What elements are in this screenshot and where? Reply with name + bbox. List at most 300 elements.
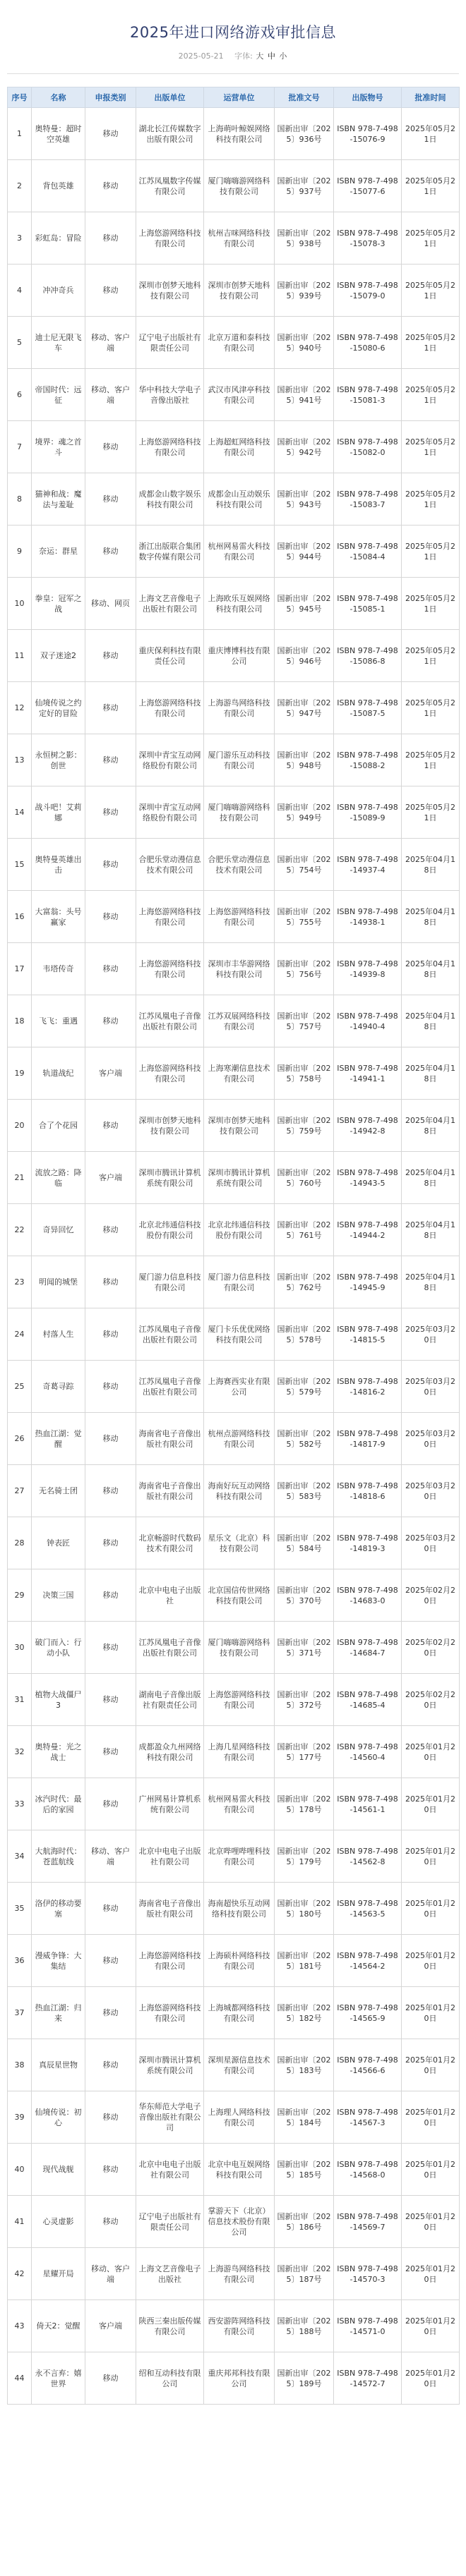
cell-approval-no: 国新出审〔2025〕370号 [275, 1569, 334, 1622]
cell-operator: 深圳市丰华游网络科技有限公司 [204, 943, 275, 995]
cell-publisher: 北京中电电子出版社 [136, 1569, 204, 1622]
cell-approval-date: 2025年04月18日 [402, 839, 460, 891]
cell-category: 移动 [85, 1935, 136, 1987]
cell-game-name: 轨道战纪 [32, 1047, 85, 1100]
cell-index: 1 [8, 108, 32, 160]
cell-category: 移动、网页 [85, 578, 136, 630]
cell-publisher: 海南省电子音像出版社有限公司 [136, 1465, 204, 1517]
cell-category: 移动 [85, 1622, 136, 1674]
cell-game-name: 合了个花园 [32, 1100, 85, 1152]
cell-category: 移动、客户端 [85, 2248, 136, 2300]
cell-approval-no: 国新出审〔2025〕943号 [275, 473, 334, 525]
cell-category: 移动、客户端 [85, 1830, 136, 1883]
cell-index: 39 [8, 2091, 32, 2144]
cell-game-name: 奇葛寻踪 [32, 1361, 85, 1413]
cell-game-name: 奈运：群星 [32, 525, 85, 578]
cell-publisher: 上海文艺音像电子出版社有限公司 [136, 578, 204, 630]
cell-isbn: ISBN 978-7-498-14572-7 [334, 2352, 402, 2405]
table-row [8, 1100, 460, 1152]
cell-isbn: ISBN 978-7-498-14945-9 [334, 1256, 402, 1308]
cell-operator: 上海理人网络科技有限公司 [204, 2091, 275, 2144]
table-row [8, 1361, 460, 1413]
table-row [8, 421, 460, 473]
cell-approval-date: 2025年05月21日 [402, 734, 460, 786]
cell-game-name: 无名骑士团 [32, 1465, 85, 1517]
cell-isbn: ISBN 978-7-498-14684-7 [334, 1622, 402, 1674]
cell-approval-date: 2025年05月21日 [402, 265, 460, 317]
cell-game-name: 奥特曼：光之战士 [32, 1726, 85, 1778]
cell-approval-no: 国新出审〔2025〕579号 [275, 1361, 334, 1413]
cell-publisher: 海南省电子音像出版社有限公司 [136, 1413, 204, 1465]
cell-publisher: 上海悠游网络科技有限公司 [136, 1047, 204, 1100]
cell-approval-no: 国新出审〔2025〕949号 [275, 786, 334, 839]
cell-publisher: 浙江出版联合集团数字传媒有限公司 [136, 525, 204, 578]
cell-approval-no: 国新出审〔2025〕185号 [275, 2144, 334, 2196]
cell-isbn: ISBN 978-7-498-14943-5 [334, 1152, 402, 1204]
cell-isbn: ISBN 978-7-498-15085-1 [334, 578, 402, 630]
cell-operator: 北京哔哩哔哩科技有限公司 [204, 1830, 275, 1883]
column-header-name: 名称 [32, 87, 85, 108]
cell-category: 移动 [85, 473, 136, 525]
column-header-operator: 运营单位 [204, 87, 275, 108]
cell-category: 移动 [85, 265, 136, 317]
cell-category: 移动 [85, 943, 136, 995]
cell-category: 移动 [85, 1361, 136, 1413]
cell-operator: 重庆博博科技有限公司 [204, 630, 275, 682]
cell-game-name: 现代战舰 [32, 2144, 85, 2196]
cell-approval-date: 2025年04月18日 [402, 1204, 460, 1256]
table-row [8, 2196, 460, 2248]
cell-isbn: ISBN 978-7-498-14819-3 [334, 1517, 402, 1569]
cell-game-name: 奥特曼英雄出击 [32, 839, 85, 891]
cell-approval-no: 国新出审〔2025〕762号 [275, 1256, 334, 1308]
cell-index: 16 [8, 891, 32, 943]
cell-isbn: ISBN 978-7-498-15088-2 [334, 734, 402, 786]
cell-game-name: 热血江湖：觉醒 [32, 1413, 85, 1465]
cell-approval-no: 国新出审〔2025〕182号 [275, 1987, 334, 2039]
cell-approval-date: 2025年05月21日 [402, 630, 460, 682]
cell-approval-date: 2025年01月20日 [402, 1883, 460, 1935]
cell-category: 移动 [85, 2144, 136, 2196]
cell-publisher: 上海悠游网络科技有限公司 [136, 1935, 204, 1987]
cell-publisher: 深圳市创梦天地科技有限公司 [136, 265, 204, 317]
cell-index: 22 [8, 1204, 32, 1256]
cell-index: 20 [8, 1100, 32, 1152]
cell-index: 24 [8, 1308, 32, 1361]
cell-approval-no: 国新出审〔2025〕936号 [275, 108, 334, 160]
cell-operator: 深圳星源信息技术有限公司 [204, 2039, 275, 2091]
cell-game-name: 真辰星世物 [32, 2039, 85, 2091]
cell-operator: 上海城都网络科技有限公司 [204, 1987, 275, 2039]
cell-approval-no: 国新出审〔2025〕759号 [275, 1100, 334, 1152]
cell-publisher: 海南省电子音像出版社有限公司 [136, 1883, 204, 1935]
cell-category: 移动 [85, 1308, 136, 1361]
cell-isbn: ISBN 978-7-498-14815-5 [334, 1308, 402, 1361]
cell-game-name: 倚天2：觉醒 [32, 2300, 85, 2352]
cell-index: 40 [8, 2144, 32, 2196]
cell-index: 32 [8, 1726, 32, 1778]
cell-game-name: 大富翁：头号赢家 [32, 891, 85, 943]
table-row [8, 369, 460, 421]
cell-index: 25 [8, 1361, 32, 1413]
column-header-category: 申报类别 [85, 87, 136, 108]
table-row [8, 682, 460, 734]
cell-publisher: 深圳市腾讯计算机系统有限公司 [136, 1152, 204, 1204]
cell-operator: 杭州点游网络科技有限公司 [204, 1413, 275, 1465]
font-size-medium-button[interactable]: 中 [267, 51, 275, 61]
table-row [8, 1622, 460, 1674]
cell-category: 移动 [85, 2352, 136, 2405]
table-row [8, 891, 460, 943]
cell-approval-no: 国新出审〔2025〕756号 [275, 943, 334, 995]
cell-index: 14 [8, 786, 32, 839]
cell-publisher: 江苏凤凰数字传媒有限公司 [136, 160, 204, 212]
cell-game-name: 永恒树之影：创世 [32, 734, 85, 786]
cell-publisher: 上海悠游网络科技有限公司 [136, 682, 204, 734]
cell-operator: 厦门游力信息科技有限公司 [204, 1256, 275, 1308]
table-header-row [8, 87, 460, 108]
cell-approval-no: 国新出审〔2025〕942号 [275, 421, 334, 473]
cell-publisher: 北京中电电子出版社有限公司 [136, 1830, 204, 1883]
cell-category: 移动 [85, 1465, 136, 1517]
cell-approval-date: 2025年05月21日 [402, 786, 460, 839]
cell-approval-no: 国新出审〔2025〕757号 [275, 995, 334, 1047]
table-row [8, 786, 460, 839]
approval-table [7, 87, 460, 2405]
cell-approval-no: 国新出审〔2025〕372号 [275, 1674, 334, 1726]
cell-approval-no: 国新出审〔2025〕371号 [275, 1622, 334, 1674]
cell-operator: 上海寒潮信息技术有限公司 [204, 1047, 275, 1100]
cell-approval-date: 2025年04月18日 [402, 1256, 460, 1308]
cell-index: 12 [8, 682, 32, 734]
cell-game-name: 战斗吧！艾莉娜 [32, 786, 85, 839]
cell-operator: 杭州吉咪网络科技有限公司 [204, 212, 275, 265]
cell-approval-date: 2025年05月21日 [402, 317, 460, 369]
cell-approval-no: 国新出审〔2025〕181号 [275, 1935, 334, 1987]
cell-approval-no: 国新出审〔2025〕583号 [275, 1465, 334, 1517]
cell-publisher: 成都盈众九州网络科技有限公司 [136, 1726, 204, 1778]
cell-index: 38 [8, 2039, 32, 2091]
cell-isbn: ISBN 978-7-498-14560-4 [334, 1726, 402, 1778]
cell-isbn: ISBN 978-7-498-15087-5 [334, 682, 402, 734]
cell-approval-date: 2025年03月20日 [402, 1361, 460, 1413]
cell-publisher: 深圳市创梦天地科技有限公司 [136, 1100, 204, 1152]
cell-approval-date: 2025年02月20日 [402, 1674, 460, 1726]
table-row [8, 2144, 460, 2196]
cell-category: 移动 [85, 1726, 136, 1778]
cell-approval-date: 2025年03月20日 [402, 1517, 460, 1569]
cell-index: 21 [8, 1152, 32, 1204]
cell-game-name: 植物大战僵尸3 [32, 1674, 85, 1726]
cell-isbn: ISBN 978-7-498-14564-2 [334, 1935, 402, 1987]
cell-isbn: ISBN 978-7-498-14561-1 [334, 1778, 402, 1830]
cell-approval-no: 国新出审〔2025〕941号 [275, 369, 334, 421]
cell-publisher: 华东师范大学电子音像出版社有限公司 [136, 2091, 204, 2144]
cell-operator: 西安游阵网络科技有限公司 [204, 2300, 275, 2352]
cell-operator: 厦门卡乐优优网络科技有限公司 [204, 1308, 275, 1361]
cell-operator: 合肥乐堂动漫信息技术有限公司 [204, 839, 275, 891]
cell-isbn: ISBN 978-7-498-14938-1 [334, 891, 402, 943]
cell-operator: 北京北纬通信科技股份有限公司 [204, 1204, 275, 1256]
cell-index: 3 [8, 212, 32, 265]
table-row [8, 473, 460, 525]
cell-approval-no: 国新出审〔2025〕184号 [275, 2091, 334, 2144]
cell-index: 9 [8, 525, 32, 578]
cell-category: 移动 [85, 1569, 136, 1622]
cell-game-name: 明闻的城堡 [32, 1256, 85, 1308]
table-row [8, 1256, 460, 1308]
cell-game-name: 拳皇：冠军之战 [32, 578, 85, 630]
cell-game-name: 漫威争锋：大集结 [32, 1935, 85, 1987]
cell-approval-no: 国新出审〔2025〕582号 [275, 1413, 334, 1465]
cell-approval-date: 2025年05月21日 [402, 369, 460, 421]
cell-publisher: 上海悠游网络科技有限公司 [136, 891, 204, 943]
cell-approval-no: 国新出审〔2025〕940号 [275, 317, 334, 369]
cell-approval-date: 2025年01月20日 [402, 2352, 460, 2405]
cell-category: 客户端 [85, 2300, 136, 2352]
table-row [8, 1569, 460, 1622]
table-row [8, 1308, 460, 1361]
table-row [8, 525, 460, 578]
cell-publisher: 江苏凤凰电子音像出版社有限公司 [136, 995, 204, 1047]
cell-publisher: 绍和互动科技有限公司 [136, 2352, 204, 2405]
cell-approval-no: 国新出审〔2025〕189号 [275, 2352, 334, 2405]
cell-isbn: ISBN 978-7-498-15076-9 [334, 108, 402, 160]
cell-approval-date: 2025年01月20日 [402, 1778, 460, 1830]
cell-isbn: ISBN 978-7-498-14567-3 [334, 2091, 402, 2144]
table-row [8, 1726, 460, 1778]
cell-approval-date: 2025年05月21日 [402, 421, 460, 473]
cell-game-name: 奥特曼：超时空英雄 [32, 108, 85, 160]
cell-approval-no: 国新出审〔2025〕946号 [275, 630, 334, 682]
cell-isbn: ISBN 978-7-498-14939-8 [334, 943, 402, 995]
cell-approval-date: 2025年05月21日 [402, 160, 460, 212]
table-row [8, 1517, 460, 1569]
cell-publisher: 深圳中青宝互动网络股份有限公司 [136, 734, 204, 786]
cell-operator: 上海萌叶鲸娱网络科技有限公司 [204, 108, 275, 160]
cell-approval-date: 2025年04月18日 [402, 1047, 460, 1100]
cell-isbn: ISBN 978-7-498-14685-4 [334, 1674, 402, 1726]
cell-approval-date: 2025年01月20日 [402, 2196, 460, 2248]
cell-publisher: 陕西三秦出版传媒有限公司 [136, 2300, 204, 2352]
cell-approval-no: 国新出审〔2025〕758号 [275, 1047, 334, 1100]
cell-category: 移动 [85, 1204, 136, 1256]
cell-isbn: ISBN 978-7-498-14818-6 [334, 1465, 402, 1517]
cell-isbn: ISBN 978-7-498-14944-2 [334, 1204, 402, 1256]
cell-approval-no: 国新出审〔2025〕760号 [275, 1152, 334, 1204]
cell-index: 15 [8, 839, 32, 891]
column-header-index: 序号 [8, 87, 32, 108]
cell-approval-date: 2025年05月21日 [402, 578, 460, 630]
article [7, 0, 459, 2405]
cell-approval-date: 2025年01月20日 [402, 1987, 460, 2039]
cell-publisher: 上海文艺音像电子出版社 [136, 2248, 204, 2300]
cell-game-name: 猫神和战：魔法与羞耻 [32, 473, 85, 525]
table-row [8, 1204, 460, 1256]
table-row [8, 317, 460, 369]
cell-index: 2 [8, 160, 32, 212]
cell-operator: 厦门嗨嗨游网络科技有限公司 [204, 160, 275, 212]
table-row [8, 1465, 460, 1517]
cell-index: 10 [8, 578, 32, 630]
column-header-approval-date: 批准时间 [402, 87, 460, 108]
column-header-approval-no: 批准文号 [275, 87, 334, 108]
cell-approval-no: 国新出审〔2025〕754号 [275, 839, 334, 891]
cell-approval-no: 国新出审〔2025〕183号 [275, 2039, 334, 2091]
cell-approval-no: 国新出审〔2025〕939号 [275, 265, 334, 317]
cell-approval-date: 2025年05月21日 [402, 108, 460, 160]
cell-index: 13 [8, 734, 32, 786]
cell-index: 28 [8, 1517, 32, 1569]
cell-operator: 深圳市创梦天地科技有限公司 [204, 265, 275, 317]
cell-category: 移动 [85, 2039, 136, 2091]
publish-date: 2025-05-21 [178, 51, 224, 61]
cell-game-name: 村落人生 [32, 1308, 85, 1361]
cell-isbn: ISBN 978-7-498-14683-0 [334, 1569, 402, 1622]
cell-approval-date: 2025年03月20日 [402, 1308, 460, 1361]
cell-approval-no: 国新出审〔2025〕177号 [275, 1726, 334, 1778]
cell-publisher: 湖南电子音像出版社有限责任公司 [136, 1674, 204, 1726]
cell-isbn: ISBN 978-7-498-14937-4 [334, 839, 402, 891]
cell-publisher: 北京畅游时代数码技术有限公司 [136, 1517, 204, 1569]
cell-category: 移动 [85, 734, 136, 786]
cell-isbn: ISBN 978-7-498-15083-7 [334, 473, 402, 525]
cell-approval-no: 国新出审〔2025〕944号 [275, 525, 334, 578]
cell-operator: 江苏双展网络科技有限公司 [204, 995, 275, 1047]
cell-operator: 星乐文（北京）科技有限公司 [204, 1517, 275, 1569]
cell-operator: 北京万道和泰科技有限公司 [204, 317, 275, 369]
cell-game-name: 流放之路：降临 [32, 1152, 85, 1204]
cell-publisher: 上海悠游网络科技有限公司 [136, 212, 204, 265]
cell-approval-date: 2025年04月18日 [402, 891, 460, 943]
title-divider [7, 73, 459, 74]
cell-index: 19 [8, 1047, 32, 1100]
table-row [8, 1883, 460, 1935]
cell-approval-date: 2025年01月20日 [402, 2144, 460, 2196]
cell-category: 移动 [85, 108, 136, 160]
cell-isbn: ISBN 978-7-498-15086-8 [334, 630, 402, 682]
table-row [8, 1674, 460, 1726]
cell-index: 27 [8, 1465, 32, 1517]
font-size-large-button[interactable]: 大 [256, 51, 264, 61]
cell-approval-no: 国新出审〔2025〕947号 [275, 682, 334, 734]
cell-isbn: ISBN 978-7-498-15084-4 [334, 525, 402, 578]
cell-isbn: ISBN 978-7-498-15082-0 [334, 421, 402, 473]
cell-operator: 北京国信传世网络科技有限公司 [204, 1569, 275, 1622]
cell-approval-date: 2025年02月20日 [402, 1622, 460, 1674]
table-row [8, 2039, 460, 2091]
cell-index: 29 [8, 1569, 32, 1622]
cell-isbn: ISBN 978-7-498-14942-8 [334, 1100, 402, 1152]
cell-publisher: 北京中电电子出版社有限公司 [136, 2144, 204, 2196]
cell-game-name: 洛伊的移动要塞 [32, 1883, 85, 1935]
table-row [8, 2300, 460, 2352]
cell-approval-date: 2025年01月20日 [402, 1935, 460, 1987]
cell-operator: 北京中电互娱网络科技有限公司 [204, 2144, 275, 2196]
cell-category: 移动 [85, 839, 136, 891]
cell-approval-date: 2025年03月20日 [402, 1413, 460, 1465]
cell-index: 5 [8, 317, 32, 369]
cell-index: 36 [8, 1935, 32, 1987]
table-row [8, 2091, 460, 2144]
cell-approval-no: 国新出审〔2025〕761号 [275, 1204, 334, 1256]
cell-category: 移动、客户端 [85, 317, 136, 369]
cell-operator: 上海几星网络科技有限公司 [204, 1726, 275, 1778]
cell-game-name: 仙境传说：初心 [32, 2091, 85, 2144]
article-meta [7, 51, 459, 62]
cell-category: 移动 [85, 682, 136, 734]
cell-category: 移动 [85, 525, 136, 578]
cell-index: 18 [8, 995, 32, 1047]
cell-index: 4 [8, 265, 32, 317]
cell-publisher: 北京北纬通信科技股份有限公司 [136, 1204, 204, 1256]
cell-game-name: 永不言弃：嬉世界 [32, 2352, 85, 2405]
cell-publisher: 上海悠游网络科技有限公司 [136, 421, 204, 473]
cell-game-name: 飞飞：重遇 [32, 995, 85, 1047]
cell-isbn: ISBN 978-7-498-14562-8 [334, 1830, 402, 1883]
cell-game-name: 彩虹岛：冒险 [32, 212, 85, 265]
cell-approval-no: 国新出审〔2025〕186号 [275, 2196, 334, 2248]
cell-category: 移动 [85, 995, 136, 1047]
table-row [8, 1935, 460, 1987]
cell-operator: 深圳市创梦天地科技有限公司 [204, 1100, 275, 1152]
column-header-publisher: 出版单位 [136, 87, 204, 108]
cell-operator: 厦门嗨嗨游网络科技有限公司 [204, 786, 275, 839]
cell-operator: 武汉市风津亭科技有限公司 [204, 369, 275, 421]
table-row [8, 1413, 460, 1465]
cell-isbn: ISBN 978-7-498-14940-4 [334, 995, 402, 1047]
cell-operator: 海南好玩互动网络科技有限公司 [204, 1465, 275, 1517]
cell-operator: 上海超虹网络科技有限公司 [204, 421, 275, 473]
font-size-small-button[interactable]: 小 [279, 51, 287, 61]
cell-approval-date: 2025年04月18日 [402, 1152, 460, 1204]
cell-game-name: 心灵虚影 [32, 2196, 85, 2248]
cell-index: 31 [8, 1674, 32, 1726]
cell-index: 30 [8, 1622, 32, 1674]
cell-approval-date: 2025年04月18日 [402, 1100, 460, 1152]
cell-isbn: ISBN 978-7-498-14941-1 [334, 1047, 402, 1100]
cell-game-name: 双子迷途2 [32, 630, 85, 682]
cell-approval-date: 2025年01月20日 [402, 2039, 460, 2091]
cell-game-name: 迪士尼无限飞车 [32, 317, 85, 369]
cell-approval-no: 国新出审〔2025〕937号 [275, 160, 334, 212]
cell-index: 11 [8, 630, 32, 682]
cell-game-name: 冰汽时代：最后的家园 [32, 1778, 85, 1830]
cell-approval-date: 2025年05月21日 [402, 212, 460, 265]
cell-operator: 上海游鸟网络科技有限公司 [204, 682, 275, 734]
cell-publisher: 重庆保利科技有限责任公司 [136, 630, 204, 682]
cell-category: 移动 [85, 786, 136, 839]
cell-category: 移动、客户端 [85, 369, 136, 421]
cell-operator: 海南超快乐互动网络科技有限公司 [204, 1883, 275, 1935]
cell-publisher: 湖北长江传媒数字出版有限公司 [136, 108, 204, 160]
cell-approval-no: 国新出审〔2025〕938号 [275, 212, 334, 265]
cell-index: 26 [8, 1413, 32, 1465]
cell-approval-no: 国新出审〔2025〕180号 [275, 1883, 334, 1935]
table-row [8, 1778, 460, 1830]
cell-approval-no: 国新出审〔2025〕578号 [275, 1308, 334, 1361]
cell-index: 44 [8, 2352, 32, 2405]
cell-isbn: ISBN 978-7-498-15077-6 [334, 160, 402, 212]
table-row [8, 995, 460, 1047]
cell-operator: 上海游鸟网络科技有限公司 [204, 2248, 275, 2300]
cell-operator: 深圳市腾讯计算机系统有限公司 [204, 1152, 275, 1204]
table-row [8, 630, 460, 682]
cell-game-name: 热血江湖：归来 [32, 1987, 85, 2039]
cell-index: 23 [8, 1256, 32, 1308]
cell-publisher: 厦门游力信息科技有限公司 [136, 1256, 204, 1308]
cell-game-name: 钟表匠 [32, 1517, 85, 1569]
